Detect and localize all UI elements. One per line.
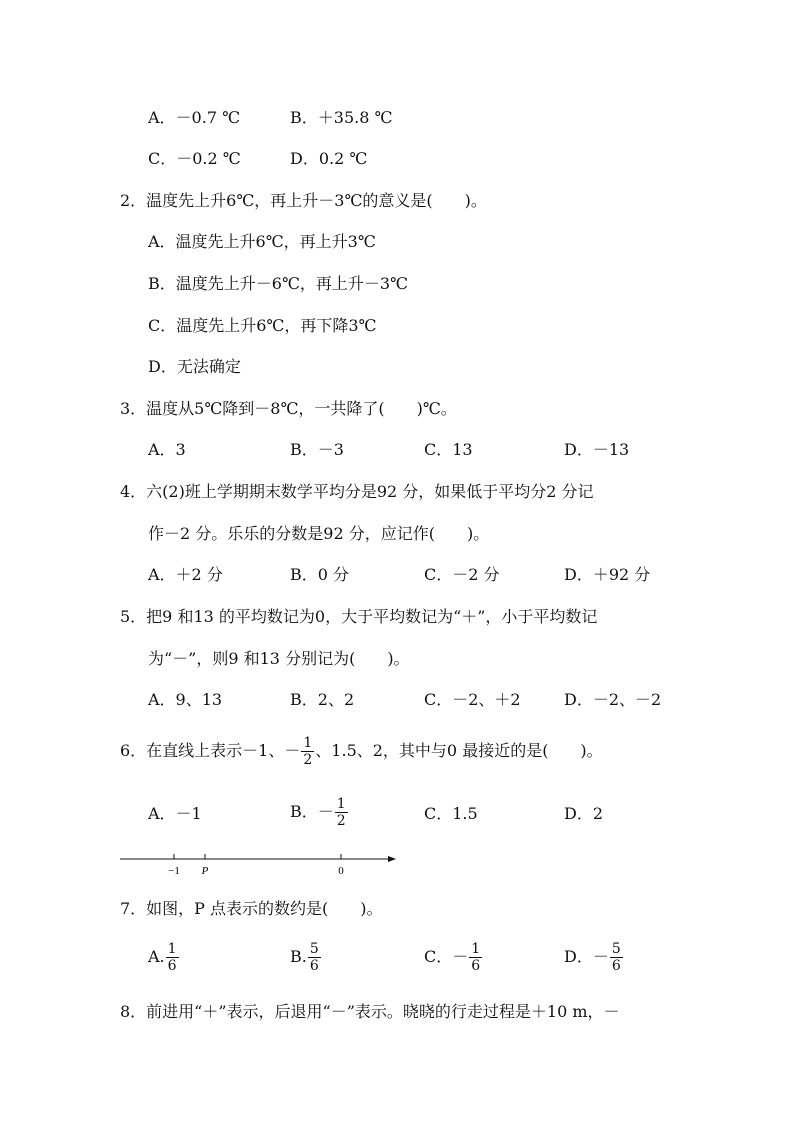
fraction-numerator: 1 (336, 796, 346, 812)
q1-option-d: D．0.2 ℃ (290, 149, 368, 168)
q5-stem-line2: 为“－”，则9 和13 分别记为( )。 (148, 649, 410, 668)
q7-option-d (564, 941, 624, 974)
q7-option-b-prefix: B. (290, 947, 307, 966)
q3-stem: 3．温度从5℃降到－8℃，一共降了( )℃。 (120, 399, 457, 418)
number-line-figure (116, 848, 406, 882)
q8-stem: 8．前进用“＋”表示，后退用“－”表示。晓晓的行走过程是＋10 m，－ (120, 1002, 620, 1021)
q6-option-b-fraction (335, 796, 348, 829)
q7-option-a (148, 941, 180, 974)
q7-option-b (290, 941, 322, 974)
q4-stem-line2: 作－2 分。乐乐的分数是92 分，应记作( )。 (148, 524, 490, 543)
q6-option-c: C．1.5 (424, 804, 478, 823)
q7-option-c (424, 941, 483, 974)
q6-fraction (301, 735, 314, 768)
q7-option-a-prefix: A. (148, 947, 165, 966)
fraction-denominator: 6 (167, 958, 177, 974)
q4-option-b: B．0 分 (290, 565, 350, 584)
q6-stem-suffix: 、1.5、2，其中与0 最接近的是( )。 (315, 741, 603, 760)
fraction-numerator: 1 (471, 941, 481, 957)
q6-stem (120, 735, 603, 768)
fraction-numerator: 5 (611, 941, 621, 957)
q7-option-b-fraction (308, 941, 321, 974)
q2-option-a: A．温度先上升6℃，再上升3℃ (148, 232, 376, 251)
fraction-numerator: 1 (303, 735, 313, 751)
q5-option-c: C．－2、＋2 (424, 690, 521, 709)
q2-option-c: C．温度先上升6℃，再下降3℃ (148, 316, 377, 335)
q7-option-d-prefix: D．－ (564, 947, 609, 966)
q6-option-b (290, 796, 349, 829)
label-zero: 0 (338, 865, 344, 877)
q3-option-b: B．－3 (290, 440, 344, 459)
q5-option-b: B．2、2 (290, 690, 355, 709)
q3-option-a: A．3 (148, 440, 186, 459)
q7-option-c-fraction (469, 941, 482, 974)
q6-option-d: D．2 (564, 804, 604, 823)
q2-option-b: B．温度先上升－6℃，再上升－3℃ (148, 274, 408, 293)
label-p: P (201, 865, 209, 877)
fraction-numerator: 1 (167, 941, 177, 957)
fraction-denominator: 2 (303, 752, 313, 768)
q6-stem-prefix: 6．在直线上表示－1、－ (120, 741, 301, 760)
q3-option-c: C．13 (424, 440, 473, 459)
fraction-denominator: 6 (611, 958, 621, 974)
q4-option-c: C．－2 分 (424, 565, 500, 584)
q5-stem-line1: 5．把9 和13 的平均数记为0，大于平均数记为“＋”，小于平均数记 (120, 607, 598, 626)
fraction-denominator: 6 (309, 958, 319, 974)
fraction-numerator: 5 (309, 941, 319, 957)
fraction-denominator: 2 (336, 813, 346, 829)
q4-option-d: D．＋92 分 (564, 565, 651, 584)
fraction-denominator: 6 (471, 958, 481, 974)
q7-stem: 7．如图，P 点表示的数约是( )。 (120, 899, 383, 918)
number-line-arrow (388, 856, 396, 862)
q4-stem-line1: 4．六(2)班上学期期末数学平均分是92 分，如果低于平均分2 分记 (120, 482, 594, 501)
q7-option-a-fraction (166, 941, 179, 974)
q2-option-d: D．无法确定 (148, 357, 241, 376)
q6-option-a: A．－1 (148, 804, 202, 823)
q4-option-a: A．＋2 分 (148, 565, 223, 584)
q1-option-b: B．＋35.8 ℃ (290, 108, 393, 127)
label-neg1: −1 (168, 865, 180, 877)
q7-option-d-fraction (610, 941, 623, 974)
q1-option-a: A．－0.7 ℃ (148, 108, 240, 127)
q5-option-d: D．－2、－2 (564, 690, 662, 709)
q3-option-d: D．－13 (564, 440, 630, 459)
q2-stem: 2．温度先上升6℃，再上升－3℃的意义是( )。 (120, 191, 487, 210)
q5-option-a: A．9、13 (148, 690, 223, 709)
q6-option-b-prefix: B．－ (290, 802, 334, 821)
q7-option-c-prefix: C．－ (424, 947, 469, 966)
q1-option-c: C．－0.2 ℃ (148, 149, 241, 168)
